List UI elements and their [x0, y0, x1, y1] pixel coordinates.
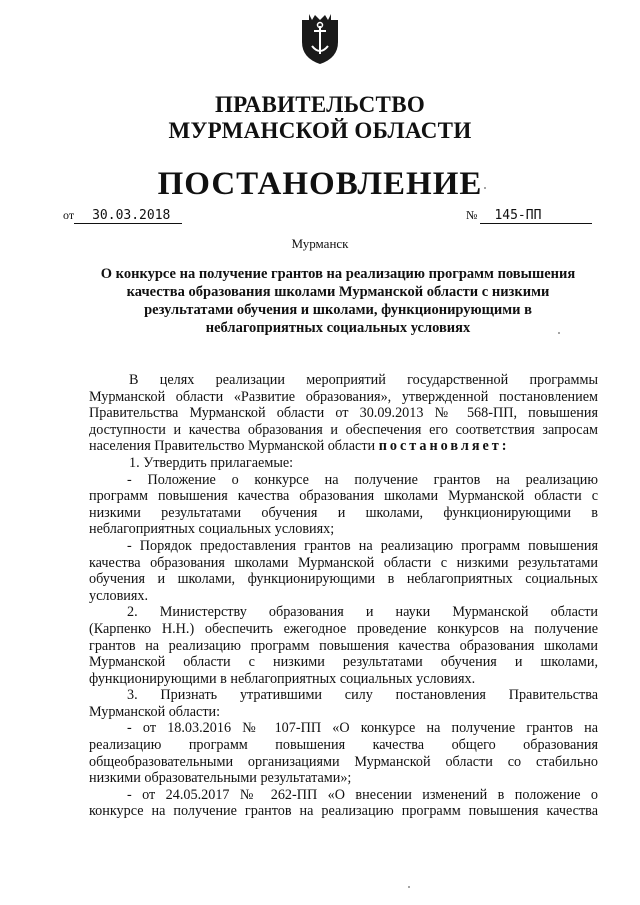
number-prefix: №	[466, 208, 478, 222]
body-line: - Положение о конкурсе на получение грантов на реализацию	[127, 471, 598, 488]
date-field	[63, 208, 182, 224]
title-line: неблагоприятных социальных условиях	[205, 320, 471, 336]
body-line: низкими результатами обучения и школами, функционирующими в	[89, 504, 598, 521]
document-type-heading: ПОСТАНОВЛЕНИЕ	[157, 166, 483, 202]
body-line: - от 24.05.2017 № 262-ПП «О внесении изменений в положение о	[127, 786, 598, 803]
body-line: условиях.	[89, 587, 149, 604]
title-line: результатами обучения и школами, функционирующими в	[144, 302, 532, 318]
body-line: программ повышения качества образования школами Мурманской области с	[89, 488, 598, 505]
title-line: О конкурсе на получение грантов на реализацию программ повышения	[100, 266, 576, 282]
date-prefix: от	[63, 208, 75, 222]
body-line: низкими образовательными результатами»;	[89, 770, 352, 787]
body-line: доступности и качества образования и обеспечения его соответствия запросам	[89, 421, 598, 438]
body-line: функционирующими в неблагоприятных социальных условиях.	[89, 670, 476, 687]
city-name: Мурманск	[291, 236, 349, 251]
body-line: неблагоприятных социальных условиях;	[89, 521, 335, 538]
body-line: Мурманской области «Развитие образования», утвержденной постановлением	[89, 388, 598, 405]
org-name-line1: ПРАВИТЕЛЬСТВО	[214, 92, 426, 117]
body-line: Мурманской области с низкими результатами обучения и школами,	[89, 654, 598, 671]
scan-speck	[408, 886, 410, 888]
number-field	[466, 208, 592, 224]
date-value: 30.03.2018	[74, 208, 182, 224]
body-line: Правительства Мурманской области от 30.09.2013 № 568-ПП, повышения	[89, 405, 598, 422]
resolution-word: постановляет:	[378, 438, 510, 455]
number-value: 145-ПП	[480, 208, 592, 224]
title-line: качества образования школами Мурманской области с низкими	[126, 284, 550, 300]
body-line: 3. Признать утратившими силу постановления Правительства	[127, 687, 598, 704]
scan-speck	[484, 187, 486, 189]
body-text: населения Правительство Мурманской области	[89, 438, 379, 455]
scan-speck	[558, 332, 560, 334]
body-line: 1. Утвердить прилагаемые:	[129, 454, 294, 471]
document-body	[89, 372, 598, 820]
body-line: (Карпенко Н.Н.) обеспечить ежегодное проведение конкурсов на получение	[89, 620, 598, 637]
body-line: 2. Министерству образования и науки Мурманской области	[127, 604, 598, 621]
body-line: качества образования школами Мурманской области с низкими результатами	[89, 554, 598, 571]
document-title	[84, 265, 592, 337]
body-line: конкурсе на получение грантов на реализацию программ повышения качества	[89, 803, 598, 820]
body-line	[89, 438, 598, 455]
body-line: - Порядок предоставления грантов на реализацию программ повышения	[127, 537, 598, 554]
body-line: Мурманской области:	[89, 703, 221, 720]
body-line: общеобразовательными организациями Мурманской области со стабильно	[89, 753, 598, 770]
coat-of-arms-icon	[299, 12, 341, 66]
org-name-line2: МУРМАНСКОЙ ОБЛАСТИ	[168, 118, 472, 143]
body-line: реализацию программ повышения качества общего образования	[89, 737, 598, 754]
body-line: грантов на реализацию программ повышения качества образования школами	[89, 637, 598, 654]
body-line: В целях реализации мероприятий государственной программы	[129, 372, 598, 388]
body-line: - от 18.03.2016 № 107-ПП «О конкурсе на получение грантов на	[127, 720, 598, 737]
body-line: обучения и школами, функционирующими в неблагоприятных социальных	[89, 571, 598, 588]
